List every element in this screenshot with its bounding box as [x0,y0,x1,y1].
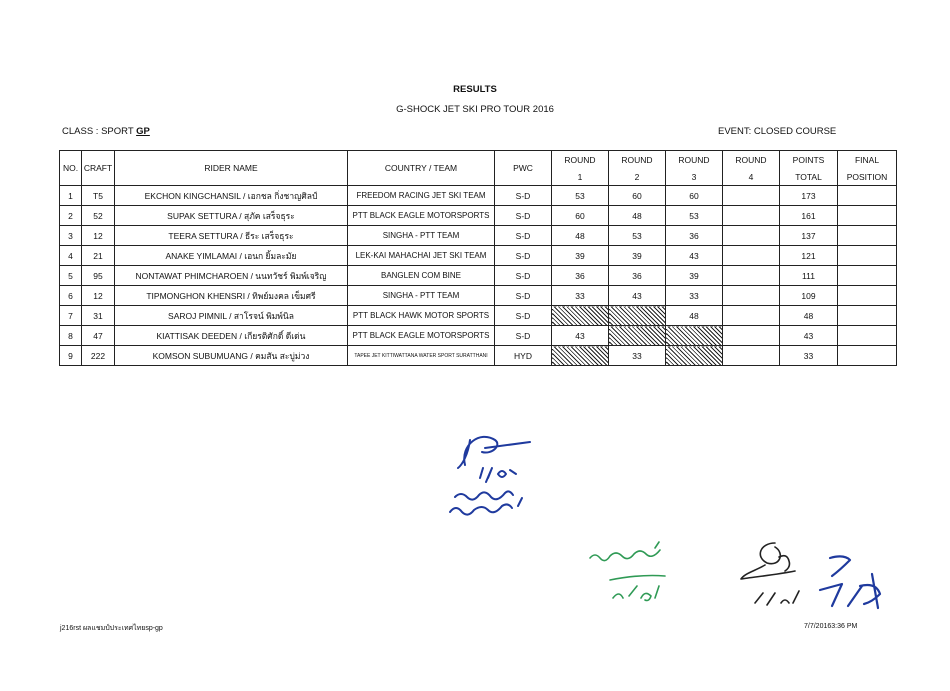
cell-craft: 95 [82,266,115,286]
cell-round-3-dnf [666,346,723,366]
header-r2: 2 [609,168,666,186]
cell-round-4 [723,226,780,246]
header-round-1: ROUND [552,151,609,169]
cell-no: 8 [60,326,82,346]
cell-craft: 12 [82,286,115,306]
document-subtitle: G-SHOCK JET SKI PRO TOUR 2016 [396,104,554,115]
class-label: CLASS : SPORT [62,126,134,137]
cell-round-4 [723,326,780,346]
table-row [60,186,897,206]
cell-rider: KOMSON SUBUMUANG / คมสัน สะบู่ม่วง [115,346,348,366]
cell-no: 7 [60,306,82,326]
cell-round-3: 33 [666,286,723,306]
cell-no: 3 [60,226,82,246]
cell-pwc: S-D [495,186,552,206]
cell-team: TAPEE JET KITTIWATTANA WATER SPORT SURATTHANI [348,346,495,366]
cell-craft: 21 [82,246,115,266]
cell-team: PTT BLACK HAWK MOTOR SPORTS [348,306,495,326]
cell-round-3: 39 [666,266,723,286]
cell-round-1: 48 [552,226,609,246]
cell-no: 2 [60,206,82,226]
header-final: FINAL [838,151,897,169]
table-row [60,266,897,286]
cell-team: PTT BLACK EAGLE MOTORSPORTS [348,326,495,346]
cell-position [838,346,897,366]
cell-team: SINGHA - PTT TEAM [348,226,495,246]
cell-team: PTT BLACK EAGLE MOTORSPORTS [348,206,495,226]
header-rider: RIDER NAME [115,151,348,186]
cell-total: 161 [780,206,838,226]
cell-total: 137 [780,226,838,246]
cell-position [838,226,897,246]
header-round-3: ROUND [666,151,723,169]
cell-craft: 31 [82,306,115,326]
table-row [60,226,897,246]
cell-round-1: 60 [552,206,609,226]
cell-pwc: S-D [495,206,552,226]
cell-round-1: 43 [552,326,609,346]
cell-round-2: 36 [609,266,666,286]
cell-rider: TEERA SETTURA / ธีระ เสร็จธุระ [115,226,348,246]
header-row [60,151,897,169]
cell-round-1: 39 [552,246,609,266]
cell-round-3-dnf [666,326,723,346]
blue-signature-1 [440,420,570,520]
header-team: COUNTRY / TEAM [348,151,495,186]
table-row [60,326,897,346]
cell-no: 5 [60,266,82,286]
header-craft: CRAFT [82,151,115,186]
cell-pwc: S-D [495,326,552,346]
cell-pwc: S-D [495,246,552,266]
cell-round-2: 33 [609,346,666,366]
cell-round-4 [723,306,780,326]
cell-position [838,206,897,226]
cell-position [838,326,897,346]
cell-team: BANGLEN COM BINE [348,266,495,286]
cell-pwc: S-D [495,226,552,246]
event-label: EVENT: CLOSED COURSE [718,126,837,137]
cell-total: 121 [780,246,838,266]
header-round-4: ROUND [723,151,780,169]
class-line [62,126,150,137]
cell-rider: ANAKE YIMLAMAI / เอนก ยิ้มละมัย [115,246,348,266]
cell-round-4 [723,206,780,226]
footer-file-label: j216rst ผลแชมป์ประเทศไทยsp-gp [60,625,163,632]
cell-position [838,306,897,326]
cell-total: 48 [780,306,838,326]
cell-position [838,266,897,286]
cell-rider: SAROJ PIMNIL / สาโรจน์ พิมพ์นิล [115,306,348,326]
cell-round-3: 53 [666,206,723,226]
cell-rider: KIATTISAK DEEDEN / เกียรติศักดิ์ ดีเด่น [115,326,348,346]
cell-round-2-dnf [609,306,666,326]
header-round-2: ROUND [609,151,666,169]
cell-round-4 [723,246,780,266]
cell-round-1-dnf [552,306,609,326]
table-row [60,206,897,226]
cell-rider: TIPMONGHON KHENSRI / ทิพย์มงคล เข็มศรี [115,286,348,306]
cell-rider: NONTAWAT PHIMCHAROEN / นนทวัชร์ พิมพ์เจริญ [115,266,348,286]
cell-pwc: HYD [495,346,552,366]
table-row [60,246,897,266]
cell-craft: T5 [82,186,115,206]
cell-no: 6 [60,286,82,306]
header-no: NO. [60,151,82,186]
cell-total: 173 [780,186,838,206]
cell-round-4 [723,266,780,286]
cell-round-3: 48 [666,306,723,326]
cell-round-4 [723,186,780,206]
cell-position [838,186,897,206]
cell-pwc: S-D [495,266,552,286]
header-r4: 4 [723,168,780,186]
cell-round-2: 60 [609,186,666,206]
cell-no: 1 [60,186,82,206]
cell-position [838,286,897,306]
footer-timestamp: 7/7/20163:36 PM [804,623,858,630]
cell-round-1: 33 [552,286,609,306]
cell-position [838,246,897,266]
cell-round-2-dnf [609,326,666,346]
cell-total: 109 [780,286,838,306]
cell-no: 4 [60,246,82,266]
header-pwc: PWC [495,151,552,186]
cell-round-2: 53 [609,226,666,246]
header-r3: 3 [666,168,723,186]
cell-craft: 222 [82,346,115,366]
header-points: POINTS [780,151,838,169]
cell-total: 43 [780,326,838,346]
cell-round-3: 43 [666,246,723,266]
header-total: TOTAL [780,168,838,186]
cell-no: 9 [60,346,82,366]
cell-team: LEK-KAI MAHACHAI JET SKI TEAM [348,246,495,266]
cell-rider: SUPAK SETTURA / สุภัค เสร็จธุระ [115,206,348,226]
cell-craft: 12 [82,226,115,246]
cell-round-1: 36 [552,266,609,286]
cell-round-2: 39 [609,246,666,266]
cell-total: 111 [780,266,838,286]
cell-craft: 52 [82,206,115,226]
results-table [59,150,897,366]
cell-pwc: S-D [495,306,552,326]
cell-round-1-dnf [552,346,609,366]
blue-signature-2 [810,550,900,620]
cell-round-1: 53 [552,186,609,206]
header-r1: 1 [552,168,609,186]
cell-craft: 47 [82,326,115,346]
header-position: POSITION [838,168,897,186]
cell-pwc: S-D [495,286,552,306]
black-signature [735,535,815,615]
cell-round-2: 43 [609,286,666,306]
cell-team: SINGHA - PTT TEAM [348,286,495,306]
document-title: RESULTS [453,84,497,95]
green-signature [585,540,685,610]
table-row [60,306,897,326]
class-value: GP [136,126,150,137]
cell-total: 33 [780,346,838,366]
table-row [60,286,897,306]
cell-round-4 [723,286,780,306]
cell-round-4 [723,346,780,366]
cell-round-3: 60 [666,186,723,206]
cell-round-3: 36 [666,226,723,246]
cell-round-2: 48 [609,206,666,226]
table-row [60,346,897,366]
cell-team: FREEDOM RACING JET SKI TEAM [348,186,495,206]
cell-rider: EKCHON KINGCHANSIL / เอกชล กิ่งชาญศิลป์ [115,186,348,206]
